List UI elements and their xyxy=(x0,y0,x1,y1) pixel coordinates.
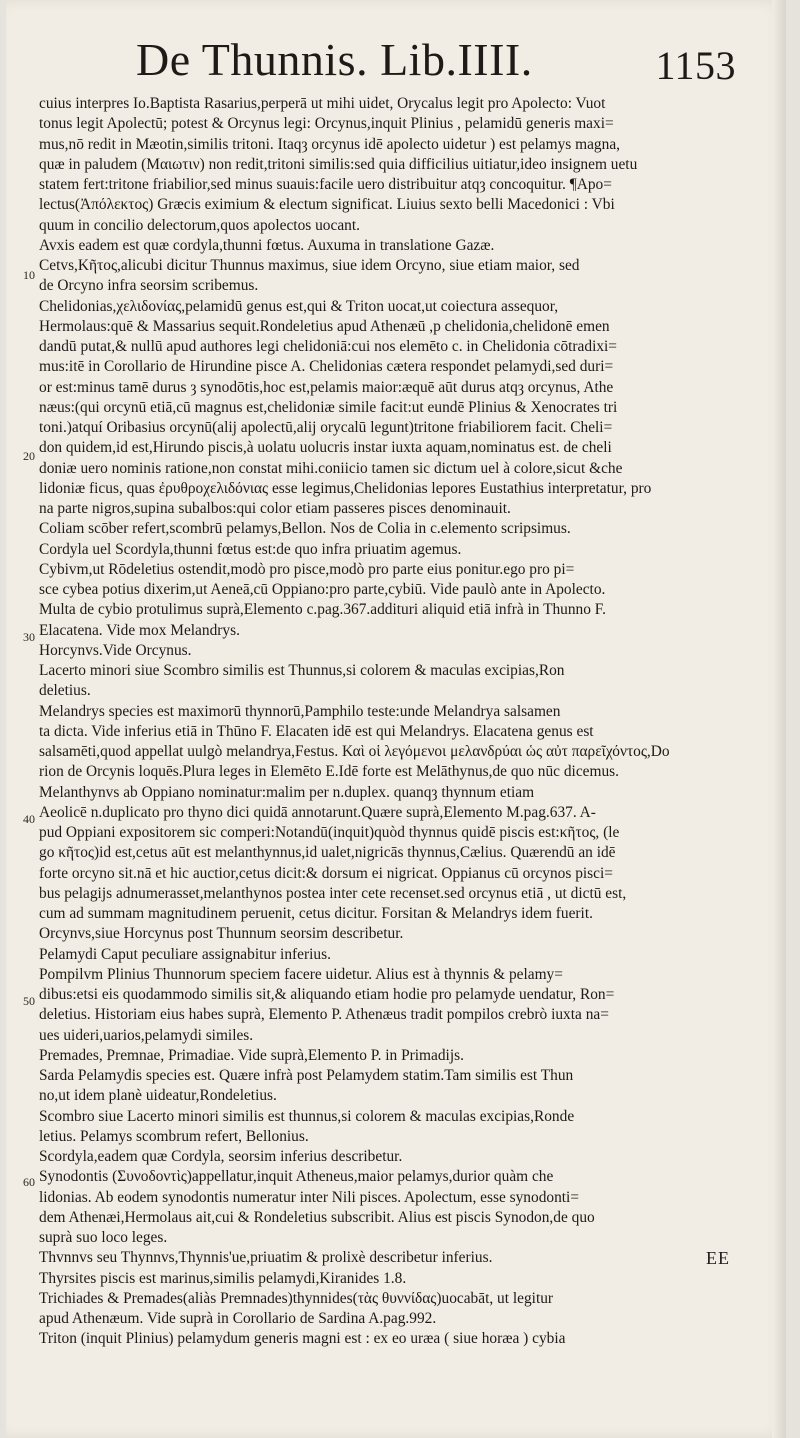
text-line: Triton (inquit Plinius) pelamydum generis magni est : ex eo uræa ( siue horæa ) cybia xyxy=(39,1330,566,1348)
text-line: letius. Pelamys scombrum refert, Bellonius. xyxy=(39,1127,309,1145)
text-line: no,ut idem planè uideatur,Rondeletius. xyxy=(39,1087,277,1105)
text-line: na parte nigros,supina subalbos:qui color etiam passeres pisces denominauit. xyxy=(39,500,511,517)
text-line: Horcynvs.Vide Orcynus. xyxy=(39,641,192,659)
text-line: mus:itē in Corollario de Hirundine pisce A. Chelidonias cætera respondet pelamydi,sed duri= xyxy=(39,358,614,376)
text-line: deletius. xyxy=(39,682,91,700)
text-line: Cetvs,Κῆτος,alicubi dicitur Thunnus maximus, siue idem Orcyno, siue etiam maior, sed xyxy=(39,257,580,274)
text-line: Sarda Pelamydis species est. Quære infrà post Pelamydem statim.Tam similis est Thun xyxy=(39,1067,574,1084)
text-line: Cordyla uel Scordyla,thunni fœtus est:de quo infra priuatim agemus. xyxy=(39,540,462,558)
text-line: Thvnnvs seu Thynnvs,Thynnis'ue,priuatim & prolixè describetur inferius. xyxy=(39,1249,493,1267)
text-line: Premades, Premnae, Primadiae. Vide suprà,Elemento P. in Primadijs. xyxy=(39,1046,464,1064)
text-line: Avxis eadem est quæ cordyla,thunni fœtus. Auxuma in translatione Gazæ. xyxy=(39,236,495,254)
text-line: lectus(Ἀπόλεκτος) Græcis eximium & electum significat. Liuius sexto belli Macedonici : Vbi xyxy=(39,196,615,214)
margin-line-number: 40 xyxy=(23,812,35,826)
text-line: cum ad summam magnitudinem peruenit, cetus dicitur. Forsitan & Melandrys idem fuerit. xyxy=(39,905,593,922)
text-line: quum in concilio delectorum,quos apolectos uocant. xyxy=(39,216,360,234)
text-line: Melanthynvs ab Oppiano nominatur:malim per n.duplex. quanqȝ thynnum etiam xyxy=(39,783,535,801)
text-line: dandū putat,& nullū apud authores legi chelidoniā:cui nos elemēto c. in Chelidonia cōtradixi= xyxy=(39,338,617,355)
text-line: tonus legit Apolectū; potest & Orcynus legi: Orcynus,inquit Plinius , pelamidū generis maxi= xyxy=(39,115,614,133)
text-line: apud Athenæum. Vide suprà in Corollario de Sardina A.pag.992. xyxy=(39,1310,437,1327)
text-line: cuius interpres Io.Baptista Rasarius,perperā ut mihi uidet, Orycalus legit pro Apolecto: Vuot xyxy=(39,95,606,112)
text-line: quæ in paludem (Μαιωτιν) non redit,tritoni similis:sed quia difficilius uitiatur,ideo insignem uetu xyxy=(39,155,638,173)
text-line: Thyrsites piscis est marinus,similis pelamydi,Kiranides 1.8. xyxy=(39,1269,407,1287)
body-text xyxy=(39,94,753,1350)
text-line: Hermolaus:quē & Massarius sequit.Rondeletius apud Athenæū ,p chelidonia,chelidonē emen xyxy=(39,317,610,335)
text-line: bus pelagijs adnumerasset,melanthynos postea inter cete recenset.sed orcynus etiā , ut dictū est, xyxy=(39,884,627,902)
margin-line-number: 60 xyxy=(23,1175,35,1189)
text-line: dibus:etsi eis quodammodo similis sit,& aliquando etiam hodie pro pelamyde uendatur, Ron= xyxy=(39,986,615,1003)
text-line: Pompilvm Plinius Thunnorum speciem facere uidetur. Alius est à thynnis & pelamy= xyxy=(39,965,563,983)
text-line: Pelamydi Caput peculiare assignabitur inferius. xyxy=(39,945,331,963)
text-line: Synodontis (Συνοδοντὶς)appellatur,inquit Atheneus,maior pelamys,durior quàm che xyxy=(39,1168,554,1186)
margin-line-number: 10 xyxy=(23,268,35,282)
running-header xyxy=(136,30,736,90)
margin-line-number: 20 xyxy=(23,449,35,463)
text-line: lidoniæ ficus, quas ἐρυθροχελιδόνιας esse legimus,Chelidonias lepores Eustathius interpretatur, pro xyxy=(39,479,652,497)
text-line: rion de Orcynis loquēs.Plura leges in Elemēto E.Idē forte est Melāthynus,de quo nūc dicemus. xyxy=(39,763,619,781)
text-line: Coliam scōber refert,scombrū pelamys,Bellon. Nos de Colia in c.elemento scripsimus. xyxy=(39,520,571,538)
text-line: doniæ uero nominis ratione,non constat mihi.coniicio tamen sic dictum uel à colore,sicut &che xyxy=(39,459,623,477)
text-line: næus:(qui orcynū etiā,cū magnus est,chelidoniæ simile facit:ut eundē Plinius & Xenocrates tri xyxy=(39,398,618,416)
text-line: salsamēti,quod appellat uulgò melandrya,Festus. Καὶ οἱ λεγόμενοι μελανδρύαι ὡς αὐτ παρεῖχόντος,Do xyxy=(39,743,670,760)
page-edge-shadow xyxy=(772,0,786,1438)
text-line: dem Athenæi,Hermolaus ait,cui & Rondeletius subscribit. Alius est piscis Synodon,de quo xyxy=(39,1208,595,1226)
text-line: suprà suo loco leges. xyxy=(39,1229,168,1246)
text-line: ta dicta. Vide inferius etiā in Thūno F. Elacaten idē est qui Melandrys. Elacatena genus est xyxy=(39,722,594,740)
text-line: toni.)atquí Oribasius orcynū(alij apolectū,alij orycalū legunt)tritone friabiliorem facit. Cheli= xyxy=(39,419,613,436)
running-title: De Thunnis. Lib.IIII. xyxy=(136,34,533,85)
text-line: de Orcyno infra seorsim scribemus. xyxy=(39,277,259,295)
margin-line-number: 50 xyxy=(23,994,35,1008)
margin-line-number: 30 xyxy=(23,630,35,644)
text-line: don quidem,id est,Hirundo piscis,à uolatu uolucris instar iuxta aquam,nominatus est. de cheli xyxy=(39,439,612,457)
text-line: Multa de cybio protulimus suprà,Elemento c.pag.367.addituri aliquid etiā infrà in Thunno F. xyxy=(39,601,606,619)
text-line: Chelidonias,χελιδονίας,pelamidū genus est,qui & Triton uocat,ut coiectura assequor, xyxy=(39,297,559,315)
text-line: lidonias. Ab eodem synodontis numeratur inter Nili pisces. Apolectum, esse synodonti= xyxy=(39,1188,580,1206)
text-line: Trichiades & Premades(aliàs Premnades)thynnides(τὰς θυννίδας)uocabāt, ut legitur xyxy=(39,1289,554,1307)
text-line: deletius. Historiam eius habes suprà, Elemento P. Athenæus tradit pompilos crebrò iuxta na= xyxy=(39,1006,609,1024)
book-page xyxy=(6,0,786,1438)
text-line: or est:minus tamē durus ȝ synodōtis,hoc est,pelamis maior:æquē aūt durus atqȝ orcynus, Athe xyxy=(39,378,614,396)
text-line: Scordyla,eadem quæ Cordyla, seorsim inferius describetur. xyxy=(39,1148,403,1165)
text-line: Scombro siue Lacerto minori similis est thunnus,si colorem & maculas excipias,Ronde xyxy=(39,1107,575,1125)
text-line: Elacatena. Vide mox Melandrys. xyxy=(39,621,240,639)
text-line: Cybivm,ut Rōdeletius ostendit,modò pro pisce,modò pro parte eius ponitur.ego pro pi= xyxy=(39,560,575,578)
text-line: statem fert:tritone friabilior,sed minus suauis:facile uero distribuitur atqȝ concoquitur. ¶Apo= xyxy=(39,176,612,193)
text-line: ues uideri,uarios,pelamydi similes. xyxy=(39,1026,254,1044)
text-line: pud Oppiani expositorem sic comperi:Notandū(inquit)quòd thynnus quidē piscis est:κῆτος, (le xyxy=(39,824,620,841)
text-line: Aeolicē n.duplicato pro thyno dici quidā annotarunt.Quære suprà,Elemento M.pag.637. A- xyxy=(39,803,596,821)
text-line: sce cybea potius dixerim,ut Aeneā,cū Oppiano:pro parte,cybiū. Vide paulò ante in Apolecto. xyxy=(39,581,606,598)
text-line: Orcynvs,siue Horcynus post Thunnum seorsim describetur. xyxy=(39,925,404,943)
text-line: forte orcyno sit.nā et hic auctior,cetus dicit:& dorsum ei nigricat. Oppianus cū orcynos pisci= xyxy=(39,864,613,882)
catchword: EE xyxy=(706,1248,730,1268)
text-line: mus,nō redit in Mæotin,similis tritoni. Itaqȝ orcynus idē apolecto uidetur ) est pelamys magna, xyxy=(39,135,620,153)
page-number: 1153 xyxy=(655,43,736,88)
text-line: Lacerto minori siue Scombro similis est Thunnus,si colorem & maculas excipias,Ron xyxy=(39,662,565,679)
text-line: Melandrys species est maximorū thynnorū,Pamphilo teste:unde Melandrya salsamen xyxy=(39,702,561,720)
text-line: go κῆτος)id est,cetus aūt est melanthynnus,id ualet,nigricās thynnus,Cælius. Quærendū an idē xyxy=(39,844,616,862)
